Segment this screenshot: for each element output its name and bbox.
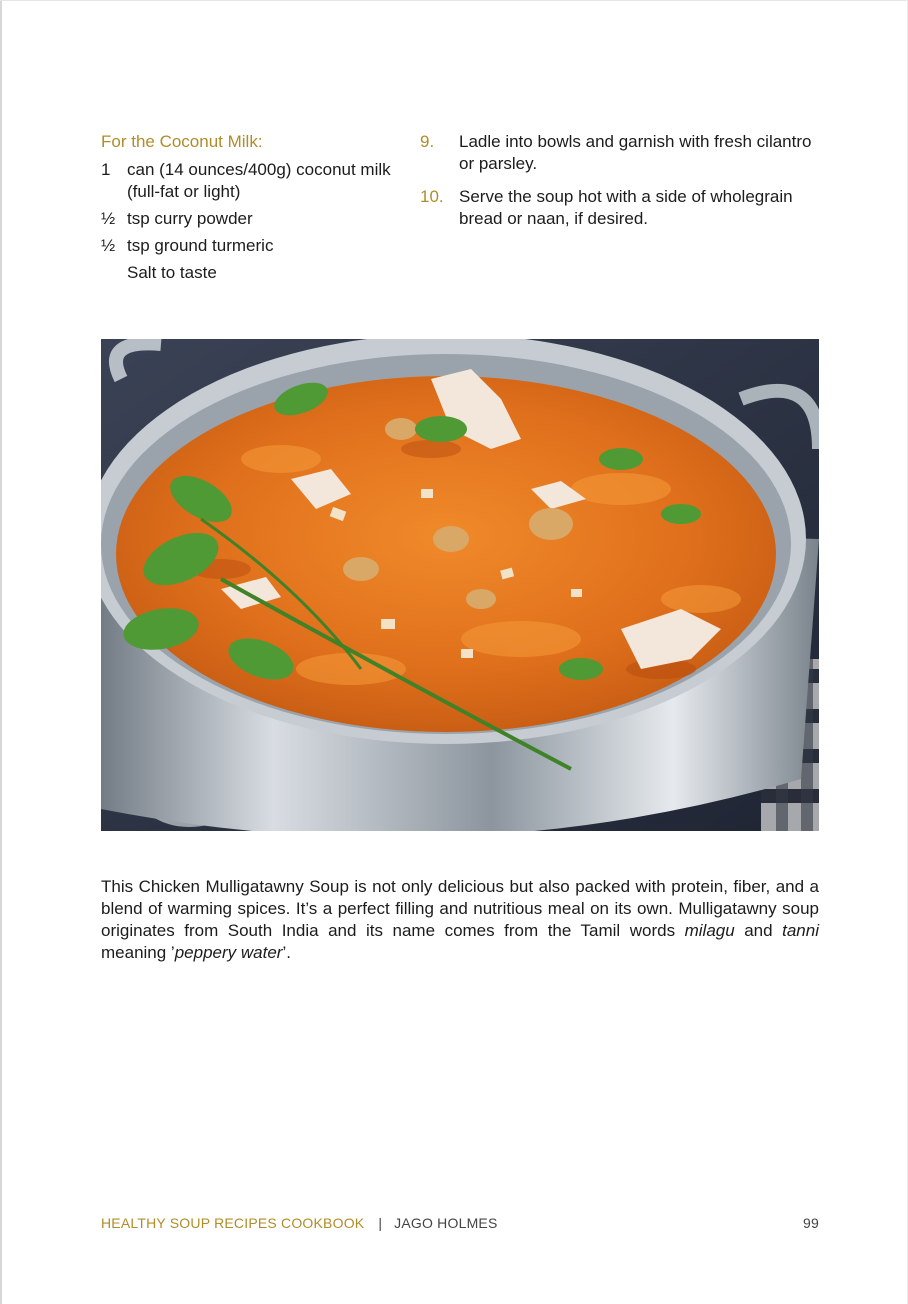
ingredient-text: Salt to taste xyxy=(127,263,217,282)
instruction-steps xyxy=(420,131,820,241)
ingredients-heading: For the Coconut Milk: xyxy=(101,132,263,151)
ingredient-quantity xyxy=(101,262,127,284)
description-term-tanni: tanni xyxy=(782,921,819,940)
ingredient-text: tsp ground turmeric xyxy=(127,236,274,255)
step-number: 9. xyxy=(420,132,435,151)
description-text: and xyxy=(734,921,783,940)
soup-pot-illustration xyxy=(101,339,819,831)
step-item xyxy=(420,186,820,230)
page-edge-top xyxy=(0,0,908,1)
footer-book-title: HEALTHY SOUP RECIPES COOKBOOK xyxy=(101,1215,365,1231)
recipe-description xyxy=(101,876,819,964)
ingredient-item xyxy=(101,235,401,257)
ingredients-list xyxy=(101,159,401,289)
soup-photo xyxy=(101,339,819,831)
description-term-milagu: milagu xyxy=(684,921,735,940)
step-text: Ladle into bowls and garnish with fresh cilantro or parsley. xyxy=(459,132,812,173)
ingredient-item xyxy=(101,262,401,284)
page-edge xyxy=(0,0,2,1304)
description-text: ’. xyxy=(282,943,291,962)
ingredient-text: tsp curry powder xyxy=(127,209,253,228)
page-number: 99 xyxy=(803,1215,819,1231)
ingredient-item xyxy=(101,159,401,203)
footer-author: JAGO HOLMES xyxy=(394,1215,498,1231)
step-number: 10. xyxy=(420,187,444,206)
page-footer xyxy=(101,1215,819,1231)
ingredient-quantity: 1 xyxy=(101,160,111,179)
ingredient-text: can (14 ounces/400g) coconut milk (full-fat or light) xyxy=(127,160,391,201)
description-text: This Chicken Mulligatawny Soup is not only delicious but also packed with protein, fiber, and a blend of warming spices. It’s a perfect filling and nutritious meal on its own. Mulligatawny soup originates from South India and its name comes from the Tamil words xyxy=(101,877,819,940)
description-text: meaning ’ xyxy=(101,943,175,962)
step-item xyxy=(420,131,820,175)
footer-separator: | xyxy=(378,1215,383,1231)
description-translation: peppery water xyxy=(174,943,283,962)
ingredient-quantity: ½ xyxy=(101,236,116,255)
ingredient-item xyxy=(101,208,401,230)
ingredient-quantity: ½ xyxy=(101,209,116,228)
step-text: Serve the soup hot with a side of wholegrain bread or naan, if desired. xyxy=(459,187,793,228)
